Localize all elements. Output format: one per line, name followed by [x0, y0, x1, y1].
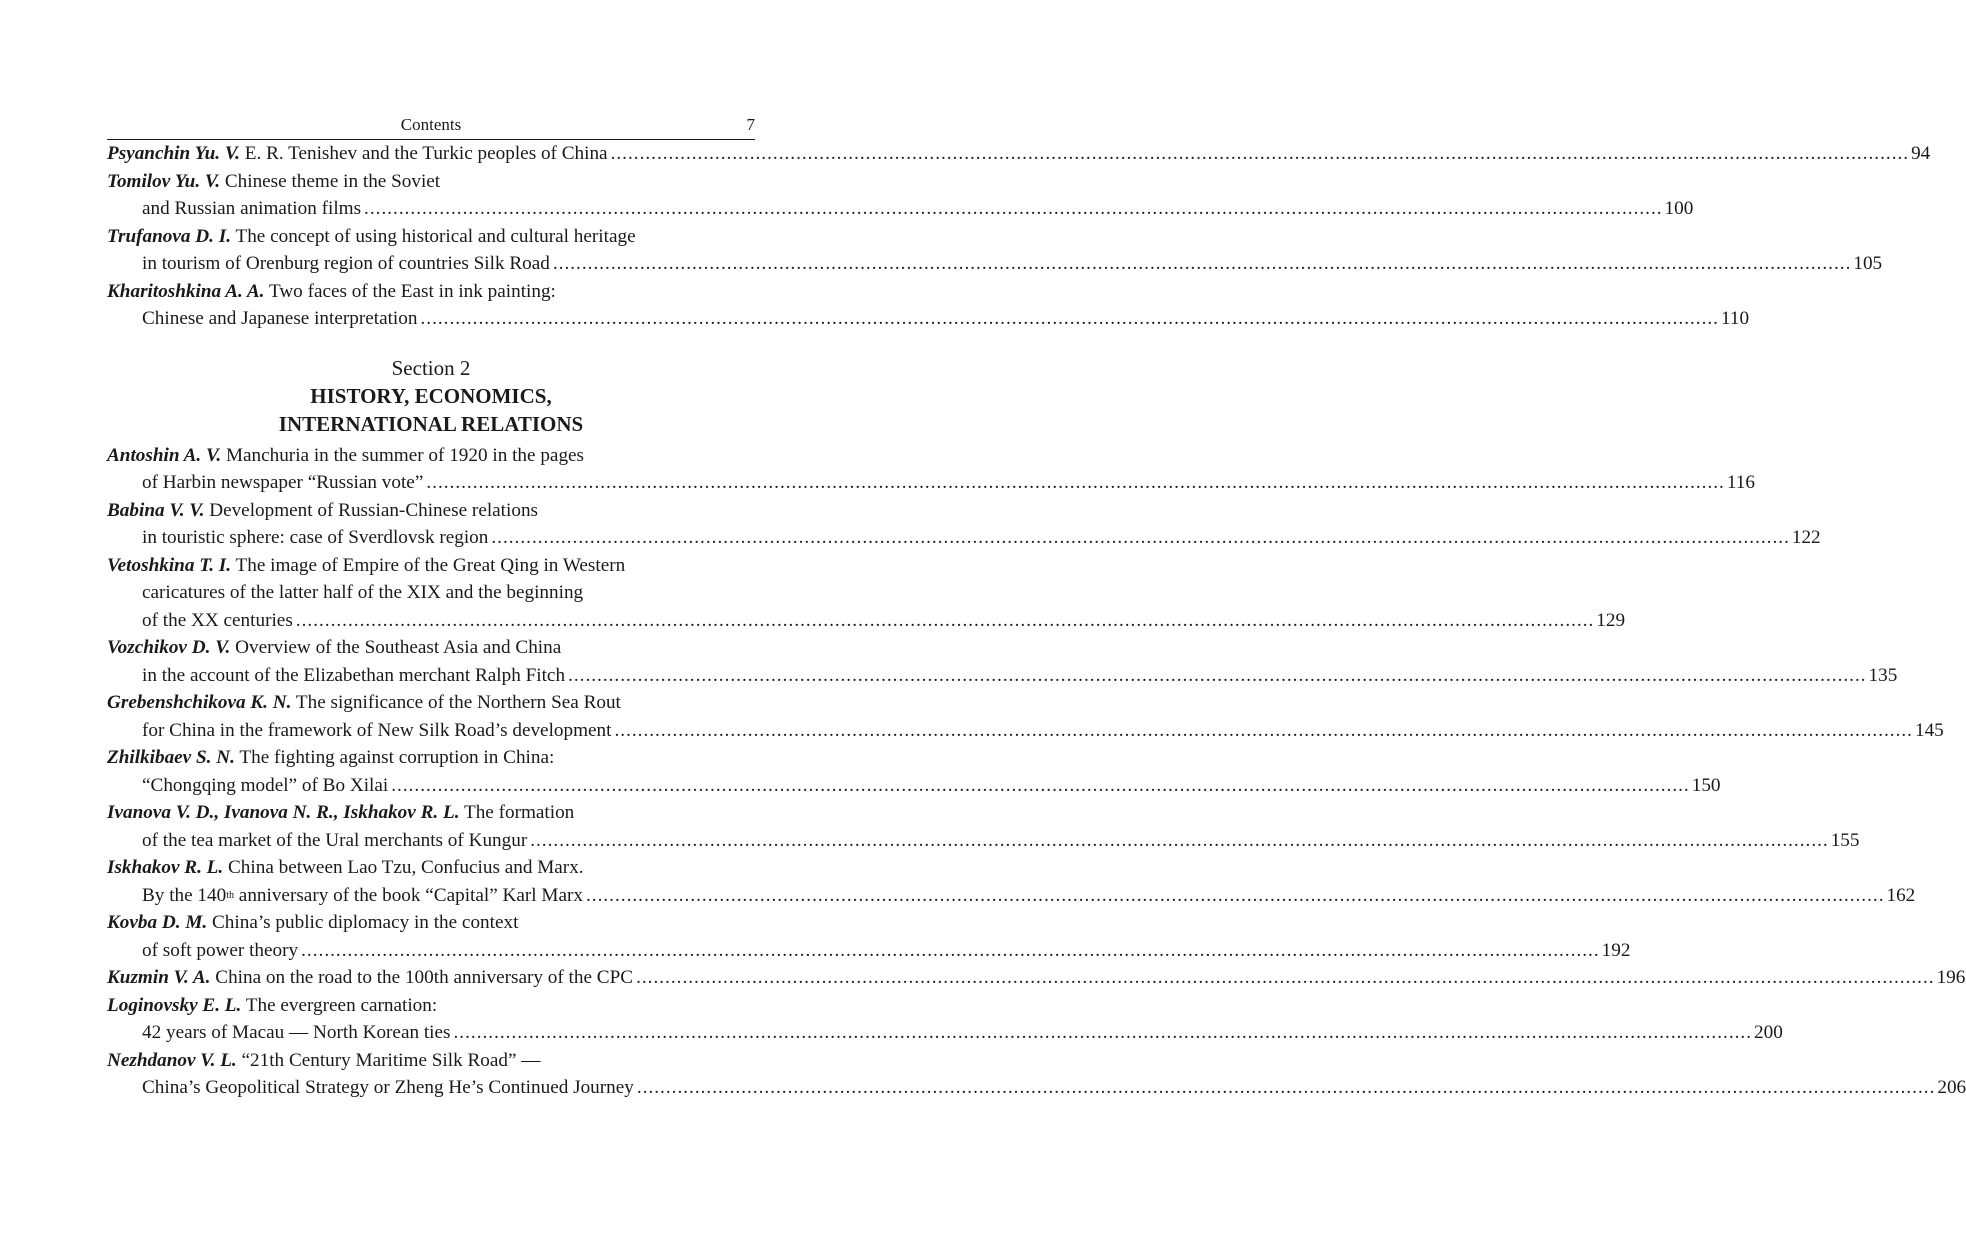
entry-author: Nezhdanov V. L.: [107, 1049, 237, 1071]
section-heading: [107, 354, 755, 439]
entry-author: Trufanova D. I.: [107, 225, 232, 247]
entry-title: Overview of the Southeast Asia and China: [235, 637, 562, 658]
entry-title: China’s public diplomacy in the context: [212, 912, 519, 933]
entry-title: The fighting against corruption in China:: [239, 747, 555, 768]
entry-author: Iskhakov R. L.: [107, 857, 224, 878]
leader-dots: [451, 1019, 1753, 1047]
entry-title: “21th Century Maritime Silk Road” —: [241, 1049, 541, 1071]
entry-author: Tomilov Yu. V.: [107, 170, 221, 192]
entry-author: Ivanova V. D., Ivanova N. R., Iskhakov R. L.: [107, 802, 460, 823]
entry-title-cont: in tourism of Orenburg region of countries Silk Road: [142, 253, 550, 274]
toc-entry: [107, 744, 1721, 799]
header-title: Contents: [400, 115, 462, 134]
leader-dots: [550, 250, 1852, 278]
entry-title-cont: for China in the framework of New Silk Road’s development: [142, 719, 612, 741]
leader-dots: [583, 882, 1885, 910]
entry-title: The significance of the Northern Sea Rout: [295, 692, 621, 713]
entry-title-cont: of Harbin newspaper “Russian vote”: [142, 472, 424, 493]
toc-entry: [107, 442, 1755, 497]
entry-page: 129: [1596, 609, 1626, 631]
entry-page: 94: [1911, 143, 1931, 164]
leader-dots: [527, 827, 1829, 855]
toc-entry: [107, 854, 1916, 909]
toc-entry: [107, 552, 1626, 635]
entry-title-cont: of soft power theory: [142, 939, 299, 961]
entry-title-cont: 42 years of Macau — North Korean ties: [142, 1022, 451, 1043]
section-title-line1: HISTORY, ECONOMICS,: [310, 383, 552, 408]
leader-dots: [298, 937, 1600, 965]
entry-title: The concept of using historical and cultural heritage: [235, 225, 636, 247]
entry-page: 150: [1691, 774, 1721, 796]
entry-page: 110: [1720, 308, 1750, 329]
entry-title-cont: Chinese and Japanese interpretation: [142, 308, 418, 329]
toc-entry: [107, 964, 1966, 992]
entry-page: 116: [1726, 472, 1755, 493]
entry-title-cont: in the account of the Elizabethan merchant Ralph Fitch: [142, 664, 566, 686]
entry-title: China on the road to the 100th anniversary of the CPC: [215, 967, 634, 988]
leader-dots: [633, 964, 1935, 992]
leader-dots: [388, 772, 1690, 800]
entry-author: Kharitoshkina A. A.: [107, 280, 265, 302]
entry-page: 196: [1936, 967, 1966, 988]
leader-dots: [634, 1074, 1936, 1102]
entry-page: 145: [1914, 719, 1944, 741]
superscript-th: th: [226, 889, 234, 901]
entry-title: E. R. Tenishev and the Turkic peoples of China: [244, 143, 608, 164]
table-of-contents: [107, 140, 1966, 1102]
entry-page: 135: [1868, 664, 1898, 686]
entry-title: The formation: [463, 802, 575, 823]
entry-page: 192: [1601, 939, 1631, 961]
entry-author: Grebenshchikova K. N.: [107, 692, 292, 713]
entry-author: Zhilkibaev S. N.: [107, 747, 235, 768]
entry-author: Kuzmin V. A.: [107, 967, 211, 988]
entry-title-cont: of the XX centuries: [142, 609, 293, 631]
entry-page: 122: [1791, 527, 1821, 548]
section-title-line2: INTERNATIONAL RELATIONS: [278, 412, 584, 436]
toc-entry: [107, 168, 1694, 223]
leader-dots: [611, 717, 1913, 745]
leader-dots: [361, 195, 1663, 223]
document-page: [107, 113, 1966, 1102]
toc-entry: [107, 689, 1944, 744]
entry-title: Manchuria in the summer of 1920 in the pages: [225, 444, 585, 466]
toc-entry: [107, 223, 1883, 278]
entry-author: Loginovsky E. L.: [107, 994, 242, 1016]
toc-entry: [107, 909, 1631, 964]
entry-title: Chinese theme in the Soviet: [224, 170, 441, 192]
entry-page: 162: [1886, 884, 1916, 906]
entry-page: 155: [1830, 829, 1860, 851]
leader-dots: [423, 469, 1725, 497]
entry-title: Development of Russian-Chinese relations: [209, 499, 539, 521]
toc-entry: [107, 799, 1860, 854]
entry-title-cont: of the tea market of the Ural merchants of Kungur: [142, 829, 528, 851]
leader-dots: [565, 662, 1867, 690]
entry-title-cont: By the 140th anniversary of the book “Capital” Karl Marx: [142, 884, 583, 906]
entry-title-cont: caricatures of the latter half of the XIX and the beginning: [142, 582, 584, 603]
toc-entry: [107, 992, 1783, 1047]
entry-author: Kovba D. M.: [107, 912, 208, 933]
toc-entry: [107, 1047, 1966, 1102]
entry-title-cont: “Chongqing model” of Bo Xilai: [142, 774, 389, 796]
entry-page: 100: [1664, 198, 1694, 219]
toc-entry: [107, 497, 1821, 552]
leader-dots: [608, 140, 1910, 168]
toc-entry: [107, 278, 1750, 333]
entry-title: The image of Empire of the Great Qing in Western: [235, 554, 626, 576]
entry-author: Babina V. V.: [107, 499, 205, 521]
entry-author: Vozchikov D. V.: [107, 637, 231, 658]
entry-title: The evergreen carnation:: [245, 994, 438, 1016]
entry-page: 206: [1937, 1077, 1966, 1098]
toc-entry: [107, 140, 1931, 168]
entry-page: 105: [1853, 253, 1883, 274]
entry-author: Antoshin A. V.: [107, 444, 222, 466]
leader-dots: [417, 305, 1719, 333]
toc-entry: [107, 634, 1898, 689]
entry-author: Psyanchin Yu. V.: [107, 143, 240, 164]
entry-title-cont: China’s Geopolitical Strategy or Zheng He’s Continued Journey: [142, 1077, 634, 1098]
running-header: [107, 113, 755, 140]
entry-author: Vetoshkina T. I.: [107, 554, 232, 576]
entry-title-cont: in touristic sphere: case of Sverdlovsk region: [142, 527, 489, 548]
entry-title-cont: and Russian animation films: [142, 198, 362, 219]
entry-title: China between Lao Tzu, Confucius and Marx.: [228, 857, 584, 878]
header-page-number: 7: [746, 115, 755, 134]
section-number: Section 2: [391, 355, 471, 380]
leader-dots: [293, 607, 1595, 635]
leader-dots: [488, 524, 1790, 552]
entry-title: Two faces of the East in ink painting:: [268, 280, 556, 302]
entry-page: 200: [1754, 1022, 1783, 1043]
